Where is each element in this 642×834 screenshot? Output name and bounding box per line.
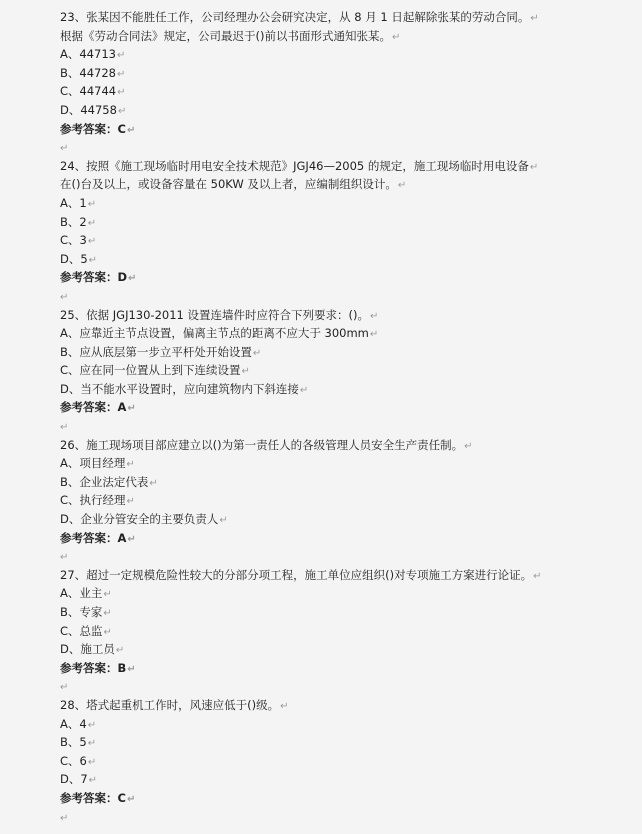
line-text: B、企业法定代表	[60, 474, 149, 489]
line-text: D、5	[60, 251, 88, 266]
line-text: C、应在同一位置从上到下连续设置	[60, 363, 241, 378]
line-text: B、应从底层第一步立平杆处开始设置	[60, 344, 252, 359]
line-text: D、7	[60, 772, 88, 787]
paragraph-mark-icon: ↵	[115, 645, 125, 657]
answer-line	[60, 529, 642, 548]
option-line	[60, 194, 642, 213]
line-text: B、44728	[60, 65, 116, 80]
paragraph-mark-icon: ↵	[530, 13, 539, 24]
paragraph-mark-icon: ↵	[88, 254, 98, 266]
option-line	[60, 101, 642, 120]
paragraph-mark-icon: ↵	[127, 533, 136, 545]
option-line	[60, 231, 642, 250]
paragraph-mark-icon: ↵	[87, 756, 97, 768]
answer-line	[60, 398, 642, 417]
blank-line	[60, 808, 642, 827]
paragraph-mark-icon: ↵	[60, 812, 69, 824]
line-text: D、施工员	[60, 642, 115, 657]
paragraph-mark-icon: ↵	[126, 496, 135, 508]
paragraph-mark-icon: ↵	[117, 105, 127, 117]
option-line	[60, 45, 642, 64]
blank-line	[60, 677, 642, 696]
line-text: 参考答案：A	[60, 400, 127, 415]
paragraph-mark-icon: ↵	[397, 180, 407, 192]
paragraph-mark-icon: ↵	[103, 626, 112, 638]
paragraph-mark-icon: ↵	[87, 738, 97, 750]
answer-line	[60, 659, 642, 678]
paragraph-mark-icon: ↵	[126, 459, 135, 471]
blank-line	[60, 547, 642, 566]
paragraph-mark-icon: ↵	[241, 366, 250, 378]
option-line	[60, 380, 642, 399]
line-text: B、5	[60, 735, 87, 750]
line-text: D、44758	[60, 102, 117, 117]
option-line	[60, 770, 642, 789]
option-line	[60, 715, 642, 734]
paragraph-mark-icon: ↵	[252, 347, 262, 359]
question-text-line	[60, 8, 642, 27]
paragraph-mark-icon: ↵	[127, 663, 136, 675]
line-text: A、4	[60, 716, 87, 731]
blank-line	[60, 287, 642, 306]
paragraph-mark-icon: ↵	[126, 793, 136, 805]
paragraph-mark-icon: ↵	[87, 719, 97, 731]
option-line	[60, 213, 642, 232]
paragraph-mark-icon: ↵	[60, 143, 69, 155]
answer-line	[60, 120, 642, 139]
line-text: 在()台及以上，或设备容量在 50KW 及以上者，应编制组织设计。	[60, 177, 397, 192]
option-line	[60, 752, 642, 771]
line-text: D、企业分管安全的主要负责人	[60, 512, 219, 527]
line-text: 参考答案：C	[60, 121, 126, 136]
option-line	[60, 603, 642, 622]
line-text: B、专家	[60, 605, 103, 619]
line-text: 28、塔式起重机工作时，风速应低于()级。	[60, 697, 280, 712]
paragraph-mark-icon: ↵	[127, 403, 136, 415]
paragraph-mark-icon: ↵	[103, 608, 112, 619]
paragraph-mark-icon: ↵	[149, 477, 158, 489]
option-line	[60, 622, 642, 641]
option-line	[60, 64, 642, 83]
line-text: C、6	[60, 753, 87, 768]
question-text-line	[60, 436, 642, 455]
line-text: 25、依据 JGJ130-2011 设置连墙件时应符合下列要求：()。	[60, 307, 369, 322]
paragraph-mark-icon: ↵	[529, 161, 539, 173]
paragraph-mark-icon: ↵	[116, 50, 126, 62]
paragraph-mark-icon: ↵	[369, 329, 379, 341]
paragraph-mark-icon: ↵	[299, 384, 309, 396]
paragraph-mark-icon: ↵	[128, 273, 137, 285]
paragraph-mark-icon: ↵	[60, 552, 69, 564]
line-text: C、44744	[60, 84, 117, 99]
paragraph-mark-icon: ↵	[126, 124, 136, 136]
paragraph-mark-icon: ↵	[369, 310, 379, 322]
paragraph-mark-icon: ↵	[219, 515, 228, 527]
option-line	[60, 343, 642, 362]
line-text: A、1	[60, 195, 87, 210]
paragraph-mark-icon: ↵	[88, 775, 98, 787]
question-text-line	[60, 696, 642, 715]
line-text: 参考答案：B	[60, 660, 127, 675]
blank-line	[60, 138, 642, 157]
line-text: A、44713	[60, 47, 116, 62]
line-text: 参考答案：A	[60, 530, 127, 545]
option-line	[60, 584, 642, 603]
line-text: C、总监	[60, 623, 103, 638]
question-text-line	[60, 566, 642, 585]
paragraph-mark-icon: ↵	[117, 87, 126, 99]
paragraph-mark-icon: ↵	[280, 700, 289, 712]
paragraph-mark-icon: ↵	[116, 68, 126, 80]
option-line	[60, 454, 642, 473]
line-text: C、执行经理	[60, 493, 126, 508]
paragraph-mark-icon: ↵	[533, 570, 542, 582]
paragraph-mark-icon: ↵	[87, 217, 97, 229]
paragraph-mark-icon: ↵	[60, 422, 69, 434]
line-text: 26、施工现场项目部应建立以()为第一责任人的各级管理人员安全生产责任制。	[60, 437, 464, 452]
option-line	[60, 510, 642, 529]
line-text: 27、超过一定规模危险性较大的分部分项工程，施工单位应组织()对专项施工方案进行论证。	[60, 567, 533, 582]
paragraph-mark-icon: ↵	[60, 291, 69, 303]
line-text: C、3	[60, 233, 87, 248]
question-text-line	[60, 27, 642, 46]
paragraph-mark-icon: ↵	[87, 236, 97, 248]
question-text-line	[60, 306, 642, 325]
line-text: A、项目经理	[60, 456, 126, 471]
option-line	[60, 640, 642, 659]
answer-line	[60, 789, 642, 808]
option-line	[60, 250, 642, 269]
paragraph-mark-icon: ↵	[464, 440, 473, 452]
option-line	[60, 473, 642, 492]
line-text: D、当不能水平设置时，应向建筑物内下斜连接	[60, 381, 299, 396]
option-line	[60, 361, 642, 380]
line-text: 根据《劳动合同法》规定，公司最迟于()前以书面形式通知张某。	[60, 28, 391, 43]
answer-line	[60, 268, 642, 287]
line-text: A、业主	[60, 586, 103, 601]
option-line	[60, 733, 642, 752]
line-text: B、2	[60, 214, 87, 229]
paragraph-mark-icon: ↵	[391, 31, 401, 43]
option-line	[60, 491, 642, 510]
option-line	[60, 324, 642, 343]
line-text: A、应靠近主节点设置，偏离主节点的距离不应大于 300mm	[60, 326, 369, 341]
question-text-line	[60, 175, 642, 194]
paragraph-mark-icon: ↵	[103, 589, 112, 601]
line-text: 23、张某因不能胜任工作，公司经理办公会研究决定，从 8 月 1 日起解除张某的劳动合同。	[60, 10, 530, 24]
paragraph-mark-icon: ↵	[87, 198, 97, 210]
line-text: 24、按照《施工现场临时用电安全技术规范》JGJ46—2005 的规定，施工现场临时用电设备	[60, 158, 529, 173]
paragraph-mark-icon: ↵	[60, 682, 69, 694]
line-text: 参考答案：D	[60, 270, 128, 285]
line-text: 参考答案：C	[60, 790, 126, 805]
question-text-line	[60, 157, 642, 176]
blank-line	[60, 417, 642, 436]
option-line	[60, 82, 642, 101]
